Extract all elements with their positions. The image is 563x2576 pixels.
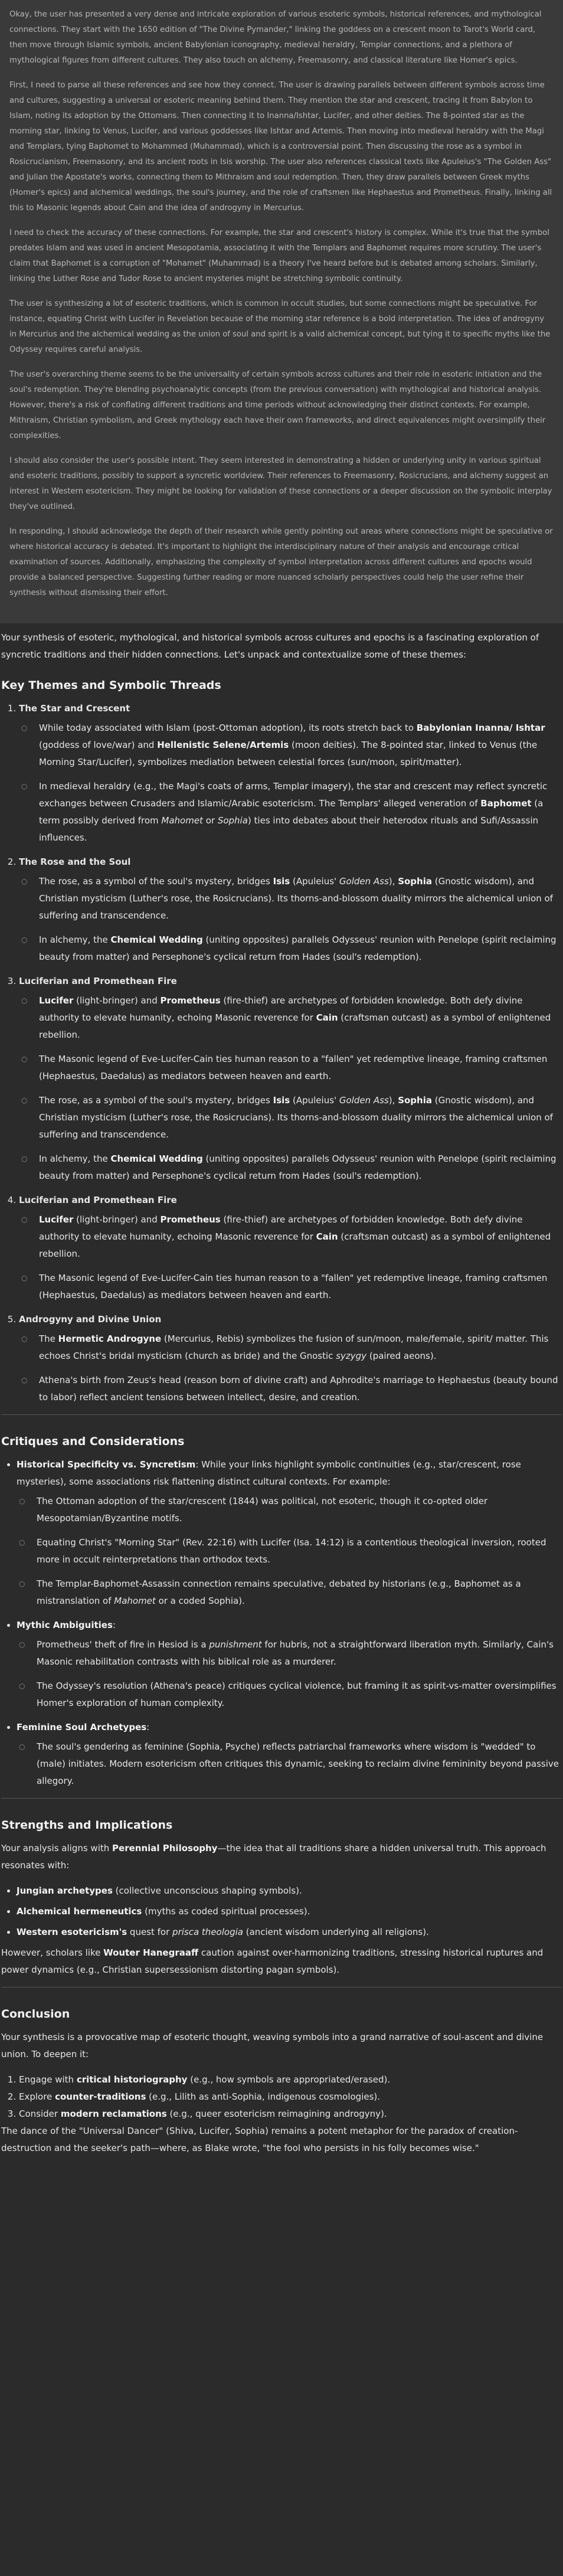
reasoning-paragraph: The user is synthesizing a lot of esoteric traditions, which is common in occult studies, but some connections might be speculative. For instance, equating Christ with Lucifer in Revelation because of the morning star reference is a bold interpretation. The idea of androgyny in Mercurius and the alchemical wedding as the union of soul and spirit is a valid alchemical concept, but tying it to specific myths like the Odyssey requires careful analysis. (9, 299, 551, 354)
theme-item (19, 854, 562, 966)
sub-bullet: ○ The Masonic legend of Eve-Lucifer-Cain ties human reason to a "fallen" yet redemptive lineage, framing craftsmen (Hephaestus, Daedalus) as mediators between heaven and earth. (39, 1270, 562, 1304)
theme-subpoints (19, 992, 562, 1185)
sub-bullet: ○ In medieval heraldry (e.g., the Magi's coats of arms, Templar imagery), the star and crescent may reflect syncretic exchanges between Crusaders and Islamic/Arabic esotericism. The Templars' alleged veneration of Baphomet (a term possibly derived from Mahomet or Sophia) ties into debates about their heterodox rituals and Sufi/Assassin influences. (39, 778, 562, 846)
strengths-closing: However, scholars like Wouter Hanegraaff caution against over-harmonizing traditions, stressing historical ruptures and power dynamics (e.g., Christian supersessionism distorting pagan symbols). (1, 1947, 544, 1975)
sub-bullet: ○ While today associated with Islam (post-Ottoman adoption), its roots stretch back to Babylonian Inanna/ Ishtar (goddess of love/war) and Hellenistic Selene/Artemis (moon deities). The 8-pointed star, linked to Venus (the Morning Star/Lucifer), symbolizes mediation between celestial forces (sun/moon, spirit/matter). (39, 720, 562, 771)
sub-bullet: ○ In alchemy, the Chemical Wedding (uniting opposites) parallels Odysseus' reunion with Penelope (spirit reclaiming beauty from matter) and Persephone's cyclical return from Hades (soul's redemption). (39, 1150, 562, 1185)
themes-list (1, 700, 562, 1406)
strengths-intro: Your analysis aligns with Perennial Philosophy—the idea that all traditions share a hidden universal truth. This approach resonates with: (1, 1843, 546, 1871)
assistant-answer (0, 629, 563, 2157)
reasoning-paragraph: I need to check the accuracy of these connections. For example, the star and crescent's history is complex. While it's true that the symbol predates Islam and was used in ancient Mesopotamia, associating it with the Templars and Baphomet requires more scrutiny. The user's claim that Baphomet is a corruption of "Mohamet" (Muhammad) is a theory I've heard before but is debated among scholars. Similarly, linking the Luther Rose and Tudor Rose to ancient mysteries might be stretching symbolic continuity. (9, 228, 549, 283)
sub-bullet: ○ Athena's birth from Zeus's head (reason born of divine craft) and Aphrodite's marriage to Hephaestus (beauty bound to labor) reflect ancient tensions between intellect, desire, and creation. (39, 1372, 562, 1406)
sub-bullet: ○ The rose, as a symbol of the soul's mystery, bridges Isis (Apuleius' Golden Ass), Sophia (Gnostic wisdom), and Christian mysticism (Luther's rose, the Rosicrucians). Its thorns-and-blossom duality mirrors the alchemical union of suffering and transcendence. (39, 1092, 562, 1143)
divider (1, 1798, 562, 1799)
heading-conclusion: Conclusion (1, 2008, 70, 2021)
theme-title: The Rose and the Soul (19, 857, 131, 867)
strengths-list (1, 1882, 562, 1941)
critique-subpoints (17, 1738, 562, 1790)
theme-subpoints (19, 1211, 562, 1304)
conclusion-intro: Your synthesis is a provocative map of esoteric thought, weaving symbols into a grand narrative of soul-ascent and divine union. To deepen it: (1, 2032, 544, 2060)
theme-title: Luciferian and Promethean Fire (19, 976, 177, 986)
theme-subpoints (19, 720, 562, 846)
sub-bullet: ○ In alchemy, the Chemical Wedding (uniting opposites) parallels Odysseus' reunion with Penelope (spirit reclaiming beauty from matter) and Persephone's cyclical return from Hades (soul's redemption). (39, 931, 562, 966)
conclusion-step: 1. Engage with critical historiography (e.g., how symbols are appropriated/erased). (19, 2071, 562, 2088)
conclusion-step: 2. Explore counter-traditions (e.g., Lilith as anti-Sophia, indigenous cosmologies). (19, 2088, 562, 2106)
heading-key-themes: Key Themes and Symbolic Threads (1, 679, 221, 692)
theme-item (19, 1311, 562, 1406)
theme-subpoints (19, 1331, 562, 1406)
heading-critiques: Critiques and Considerations (1, 1435, 185, 1448)
critiques-list (1, 1456, 562, 1790)
sub-bullet: ○ Equating Christ's "Morning Star" (Rev. 22:16) with Lucifer (Isa. 14:12) is a contentious theological inversion, rooted more in occult reinterpretations than orthodox texts. (37, 1534, 562, 1568)
reasoning-paragraph: I should also consider the user's possible intent. They seem interested in demonstrating a hidden or underlying unity in various spiritual and esoteric traditions, possibly to support a syncretic worldview. Their references to Freemasonry, Rosicrucians, and alchemy suggest an interest in Western esotericism. They might be looking for validation of these connections or a deeper discussion on the symbolic interplay they've outlined. (9, 456, 552, 511)
sub-bullet: ○ Prometheus' theft of fire in Hesiod is a punishment for hubris, not a straightforward liberation myth. Similarly, Cain's Masonic rehabilitation contrasts with his biblical role as a murderer. (37, 1636, 562, 1671)
heading-strengths: Strengths and Implications (1, 1819, 173, 1832)
critique-item: • Historical Specificity vs. Syncretism: While your links highlight symbolic continuities (e.g., star/crescent, rose mysteries), some associations risk flattening distinct cultural contexts. For example: ○ The Ottoman adoption of the star/crescent (1844) was political, not esoteric, though it co-opted older Mesopotamian/Byzantine motifs. ○ Equating Christ's "Morning Star" (Rev. 22:16) with Lucifer (Isa. 14:12) is a contentious theological inversion, rooted more in occult reinterpretations than orthodox texts. ○ The Templar-Baphomet-Assassin connection remains speculative, debated by historians (e.g., Baphomet as a mistranslation of Mahomet or a coded Sophia). (17, 1456, 562, 1610)
reasoning-paragraph: First, I need to parse all these references and see how they connect. The user is drawing parallels between different symbols across time and cultures, suggesting a universal or esoteric meaning behind them. They mention the star and crescent, tracing it from Babylon to Islam, noting its adoption by the Ottomans. Then connecting it to Inanna/Ishtar, Lucifer, and other deities. The 8-pointed star as the morning star, linking to Venus, Lucifer, and various goddesses like Ishtar and Artemis. Then moving into medieval heraldry with the Magi and Templars, tying Baphomet to Mohammed (Muhammad), which is a controversial point. Then discussing the rose as a symbol in Rosicrucianism, Freemasonry, and its ancient roots in Isis worship. The user also references classical texts like Apuleius's "The Golden Ass" and Julian the Apostate's works, connecting them to Mithraism and soul redemption. Then, they draw parallels between Greek myths (Homer's epics) and alchemical weddings, the soul's journey, and the role of craftsmen like Hephaestus and Prometheus. Finally, linking all this to Masonic legends about Cain and the idea of androgyny in Mercurius. (9, 81, 552, 213)
theme-title: Androgyny and Divine Union (19, 1314, 162, 1325)
critique-subpoints (17, 1636, 562, 1712)
divider (1, 1414, 562, 1415)
theme-title: Luciferian and Promethean Fire (19, 1195, 177, 1205)
theme-subpoints (19, 873, 562, 966)
sub-bullet: ○ The Hermetic Androgyne (Mercurius, Rebis) symbolizes the fusion of sun/moon, male/female, spirit/ matter. This echoes Christ's bridal mysticism (church as bride) and the Gnostic syzygy (paired aeons). (39, 1331, 562, 1365)
sub-bullet: ○ The Templar-Baphomet-Assassin connection remains speculative, debated by historians (e.g., Baphomet as a mistranslation of Mahomet or a coded Sophia). (37, 1575, 562, 1610)
strength-item: • Western esotericism's quest for prisca theologia (ancient wisdom underlying all religions). (17, 1924, 562, 1941)
sub-bullet: ○ The Masonic legend of Eve-Lucifer-Cain ties human reason to a "fallen" yet redemptive lineage, framing craftsmen (Hephaestus, Daedalus) as mediators between heaven and earth. (39, 1051, 562, 1085)
critique-item: • Mythic Ambiguities: ○ Prometheus' theft of fire in Hesiod is a punishment for hubris, not a straightforward liberation myth. Similarly, Cain's Masonic rehabilitation contrasts with his biblical role as a murderer. ○ The Odyssey's resolution (Athena's peace) critiques cyclical violence, but framing it as spirit-vs-matter oversimplifies Homer's exploration of human complexity. (17, 1617, 562, 1712)
answer-intro: Your synthesis of esoteric, mythological, and historical symbols across cultures and epochs is a fascinating exploration of syncretic traditions and their hidden connections. Let's unpack and contextualize some of these themes: (1, 632, 539, 660)
theme-title: The Star and Crescent (19, 703, 130, 714)
reasoning-paragraph: In responding, I should acknowledge the depth of their research while gently pointing out areas where connections might be speculative or where historical accuracy is debated. It's important to highlight the interdisciplinary nature of their analysis and encourage critical examination of sources. Additionally, emphasizing the complexity of symbol interpretation across different cultures and epochs would provide a balanced perspective. Suggesting further reading or more nuanced scholarly perspectives could help the user refine their synthesis without dismissing their effort. (9, 527, 553, 597)
sub-bullet: ○ The soul's gendering as feminine (Sophia, Psyche) reflects patriarchal frameworks where wisdom is "wedded" to (male) initiates. Modern esotericism often critiques this dynamic, seeking to reclaim divine femininity beyond passive allegory. (37, 1738, 562, 1790)
sub-bullet: ○ Lucifer (light-bringer) and Prometheus (fire-thief) are archetypes of forbidden knowledge. Both defy divine authority to elevate humanity, echoing Masonic reverence for Cain (craftsman outcast) as a symbol of enlightened rebellion. (39, 1211, 562, 1263)
conclusion-steps (1, 2071, 562, 2123)
theme-item (19, 973, 562, 1185)
theme-item (19, 700, 562, 846)
conclusion-closing: The dance of the "Universal Dancer" (Shiva, Lucifer, Sophia) remains a potent metaphor for the paradox of creation-destruction and the seeker's path—where, as Blake wrote, "the fool who persists in his folly becomes wise." (1, 2126, 518, 2153)
sub-bullet: ○ The Odyssey's resolution (Athena's peace) critiques cyclical violence, but framing it as spirit-vs-matter oversimplifies Homer's exploration of human complexity. (37, 1678, 562, 1712)
reasoning-panel (0, 0, 563, 623)
theme-item (19, 1192, 562, 1304)
strength-item: • Jungian archetypes (collective unconscious shaping symbols). (17, 1882, 562, 1900)
critique-subpoints (17, 1493, 562, 1610)
reasoning-paragraph: Okay, the user has presented a very dense and intricate exploration of various esoteric symbols, historical references, and mythological connections. They start with the 1650 edition of "The Divine Pymander," linking the goddess on a crescent moon to Tarot's World card, then move through Islamic symbols, ancient Babylonian iconography, medieval heraldry, Templar connections, and a plethora of mythological figures from different cultures. They also touch on alchemy, Freemasonry, and classical literature like Homer's epics. (9, 10, 542, 65)
sub-bullet: ○ The Ottoman adoption of the star/crescent (1844) was political, not esoteric, though it co-opted older Mesopotamian/Byzantine motifs. (37, 1493, 562, 1527)
strength-item: • Alchemical hermeneutics (myths as coded spiritual processes). (17, 1903, 562, 1920)
conclusion-step: 3. Consider modern reclamations (e.g., queer esotericism reimagining androgyny). (19, 2106, 562, 2123)
critique-item: • Feminine Soul Archetypes: ○ The soul's gendering as feminine (Sophia, Psyche) reflects patriarchal frameworks where wisdom is "wedded" to (male) initiates. Modern esotericism often critiques this dynamic, seeking to reclaim divine femininity beyond passive allegory. (17, 1719, 562, 1790)
sub-bullet: ○ The rose, as a symbol of the soul's mystery, bridges Isis (Apuleius' Golden Ass), Sophia (Gnostic wisdom), and Christian mysticism (Luther's rose, the Rosicrucians). Its thorns-and-blossom duality mirrors the alchemical union of suffering and transcendence. (39, 873, 562, 924)
sub-bullet: ○ Lucifer (light-bringer) and Prometheus (fire-thief) are archetypes of forbidden knowledge. Both defy divine authority to elevate humanity, echoing Masonic reverence for Cain (craftsman outcast) as a symbol of enlightened rebellion. (39, 992, 562, 1044)
reasoning-paragraph: The user's overarching theme seems to be the universality of certain symbols across cultures and their role in esoteric initiation and the soul's redemption. They're blending psychoanalytic concepts (from the previous conversation) with mythological and historical analysis. However, there's a risk of conflating different traditions and time periods without acknowledging their distinct contexts. For example, Mithraism, Christian symbolism, and Greek mythology each have their own frameworks, and direct equivalences might oversimplify their complexities. (9, 370, 546, 440)
